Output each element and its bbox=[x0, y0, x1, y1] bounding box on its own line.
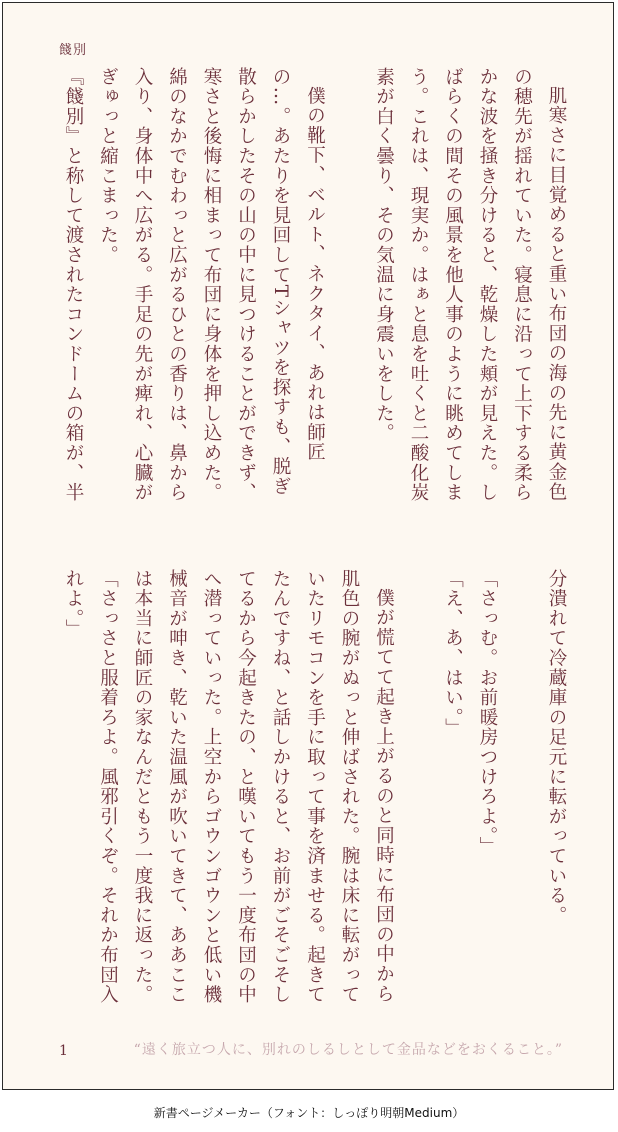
paragraph-continued: 分潰れて冷蔵庫の足元に転がっている。 bbox=[546, 569, 567, 926]
book-page bbox=[2, 2, 614, 1090]
paragraph-gap bbox=[332, 67, 367, 77]
footnote-definition: “遠く旅立つ人に、別れのしるしとして金品などをおくること。” bbox=[133, 1042, 563, 1058]
paragraph-senbetsu: 『餞別』と称して渡されたコンドームの箱が、半 bbox=[63, 67, 84, 503]
paragraph-remote: 僕が慌てて起き上がるのと同時に布団の中から肌色の腕がぬっと伸ばされた。腕は床に転がっていたリモコンを手に取って事を済ませる。起きてたんですね、と話しかけると、お前がごそごそしてるから今起きたの、と嘆いてもう一度布団の中へ潜っていった。上空からゴウンゴウンと低い機械音が呻き、乾いた温風が吹いてきて、ああここは本当に師匠の家なんだともう一度我に返った。 bbox=[132, 569, 395, 1005]
dialogue-line: 「さっむ。お前暖房つけろよ。」 bbox=[477, 569, 498, 857]
paragraph-gap bbox=[504, 569, 539, 579]
paragraph-gap bbox=[401, 569, 436, 579]
text-block-top bbox=[45, 67, 573, 507]
running-header-title: 餞別 bbox=[59, 43, 88, 58]
page-number: 1 bbox=[59, 1043, 68, 1059]
paragraph-clothes: 僕の靴下、ベルト、ネクタイ、あれは師匠の…。あたりを見回してTシャツを探すも、脱ぎ散らかしたその山の中に見つけることができず、寒さと後悔に相まって布団に身体を押し込めた。綿のなかでむわっと広がるひとの香りは、鼻から入り、身体中へ広がる。手足の先が痺れ、心臓がぎゅっと縮こまった。 bbox=[97, 67, 326, 503]
paragraph-waking: 肌寒さに目覚めると重い布団の海の先に黄金色の穂先が揺れていた。寝息に沿って上下する柔らかな波を掻き分けると、乾燥した頬が見えた。しばらくの間その風景を他人事のように眺めてしまう。これは、現実か。はぁと息を吐くと二酸化炭素が白く曇り、その気温に身震いをした。 bbox=[373, 67, 567, 503]
dialogue-line: 「え、あ、はい。」 bbox=[442, 569, 464, 738]
text-block-bottom bbox=[45, 569, 573, 1009]
credit-caption: 新書ページメーカー（フォント：しっぽり明朝Medium） bbox=[153, 1106, 465, 1120]
dialogue-line: 「さっさと服着ろよ。風邪引くぞ。それか布団入れよ。」 bbox=[63, 569, 119, 1005]
